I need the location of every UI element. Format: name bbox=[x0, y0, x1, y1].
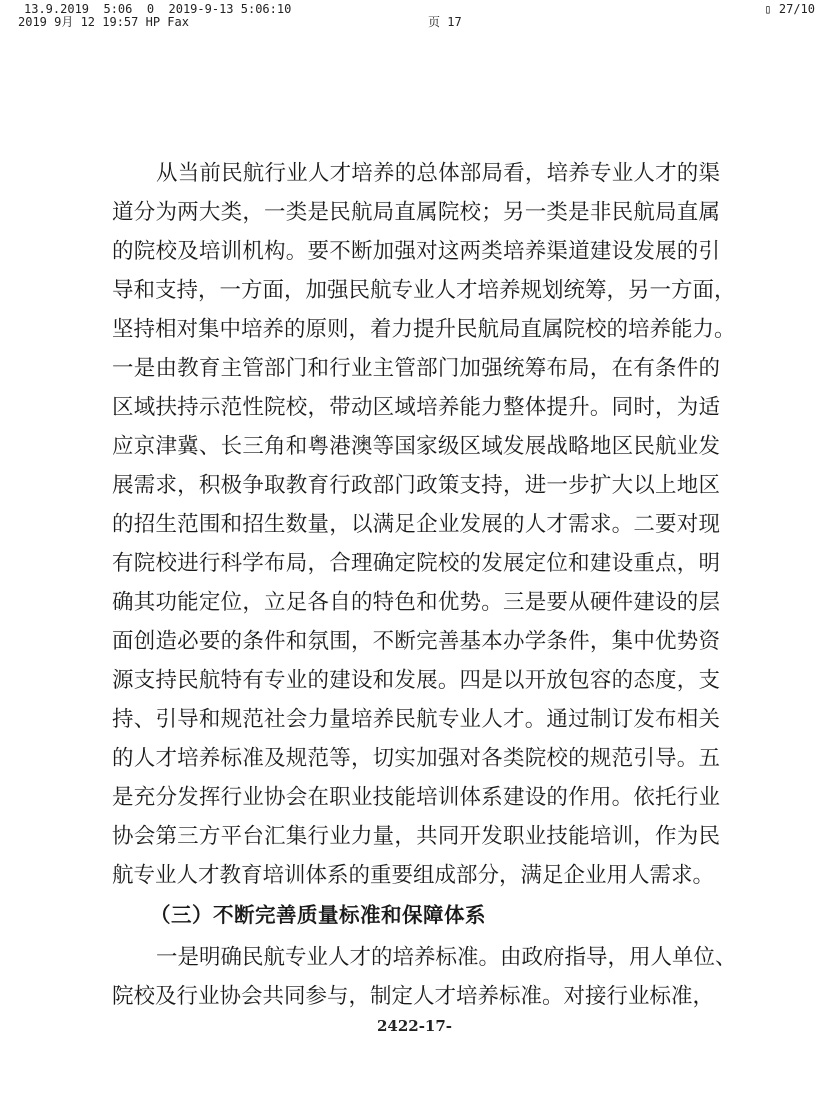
text-line: 导和支持，一方面，加强民航专业人才培养规划统筹，另一方面， bbox=[112, 278, 736, 303]
text-line: 展需求，积极争取教育行政部门政策支持，进一步扩大以上地区 bbox=[112, 473, 720, 498]
text-line: 区域扶持示范性院校，带动区域培养能力整体提升。同时，为适 bbox=[112, 395, 720, 420]
text-line: 协会第三方平台汇集行业力量，共同开发职业技能培训，作为民 bbox=[112, 824, 720, 849]
text-line: 的院校及培训机构。要不断加强对这两类培养渠道建设发展的引 bbox=[112, 239, 720, 264]
paragraph-training-standards bbox=[112, 938, 737, 1016]
text-line: 院校及行业协会共同参与，制定人才培养标准。对接行业标准， bbox=[112, 984, 715, 1009]
text-line: 道分为两大类，一类是民航局直属院校；另一类是非民航局直属 bbox=[112, 200, 720, 225]
text-line: 从当前民航行业人才培养的总体部局看，培养专业人才的渠 bbox=[156, 161, 720, 186]
fax-header-sender: 2019 9月 12 19:57 HP Fax bbox=[18, 15, 189, 29]
section-heading: （三）不断完善质量标准和保障体系 bbox=[150, 903, 486, 927]
text-line: 源支持民航特有专业的建设和发展。四是以开放包容的态度，支 bbox=[112, 668, 720, 693]
document-icon: ▯ bbox=[764, 2, 779, 16]
text-line: 一是由教育主管部门和行业主管部门加强统筹布局，在有条件的 bbox=[112, 356, 720, 381]
text-line: 的招生范围和招生数量，以满足企业发展的人才需求。二要对现 bbox=[112, 512, 720, 537]
fax-header-page-count bbox=[764, 2, 815, 16]
page-number: 2422-17- bbox=[376, 1017, 453, 1035]
text-line: 有院校进行科学布局，合理确定院校的发展定位和建设重点，明 bbox=[112, 551, 720, 576]
fax-header-page-label: 页 17 bbox=[428, 15, 462, 29]
text-line: 坚持相对集中培养的原则，着力提升民航局直属院校的培养能力。 bbox=[112, 317, 736, 342]
text-line: 一是明确民航专业人才的培养标准。由政府指导，用人单位、 bbox=[156, 945, 737, 970]
text-line: 的人才培养标准及规范等，切实加强对各类院校的规范引导。五 bbox=[112, 746, 720, 771]
fax-page-count: 27/10 bbox=[778, 2, 815, 16]
text-line: 确其功能定位，立足各自的特色和优势。三是要从硬件建设的层 bbox=[112, 590, 720, 615]
fax-header-timestamp: 13.9.2019 5:06 0 2019-9-13 5:06:10 bbox=[24, 2, 292, 16]
text-line: 是充分发挥行业协会在职业技能培训体系建设的作用。依托行业 bbox=[112, 785, 720, 810]
paragraph-talent-channels bbox=[112, 154, 736, 895]
text-line: 应京津冀、长三角和粤港澳等国家级区域发展战略地区民航业发 bbox=[112, 434, 720, 459]
text-line: 面创造必要的条件和氛围，不断完善基本办学条件，集中优势资 bbox=[112, 629, 720, 654]
text-line: 航专业人才教育培训体系的重要组成部分，满足企业用人需求。 bbox=[112, 863, 715, 888]
text-line: 持、引导和规范社会力量培养民航专业人才。通过制订发布相关 bbox=[112, 707, 720, 732]
